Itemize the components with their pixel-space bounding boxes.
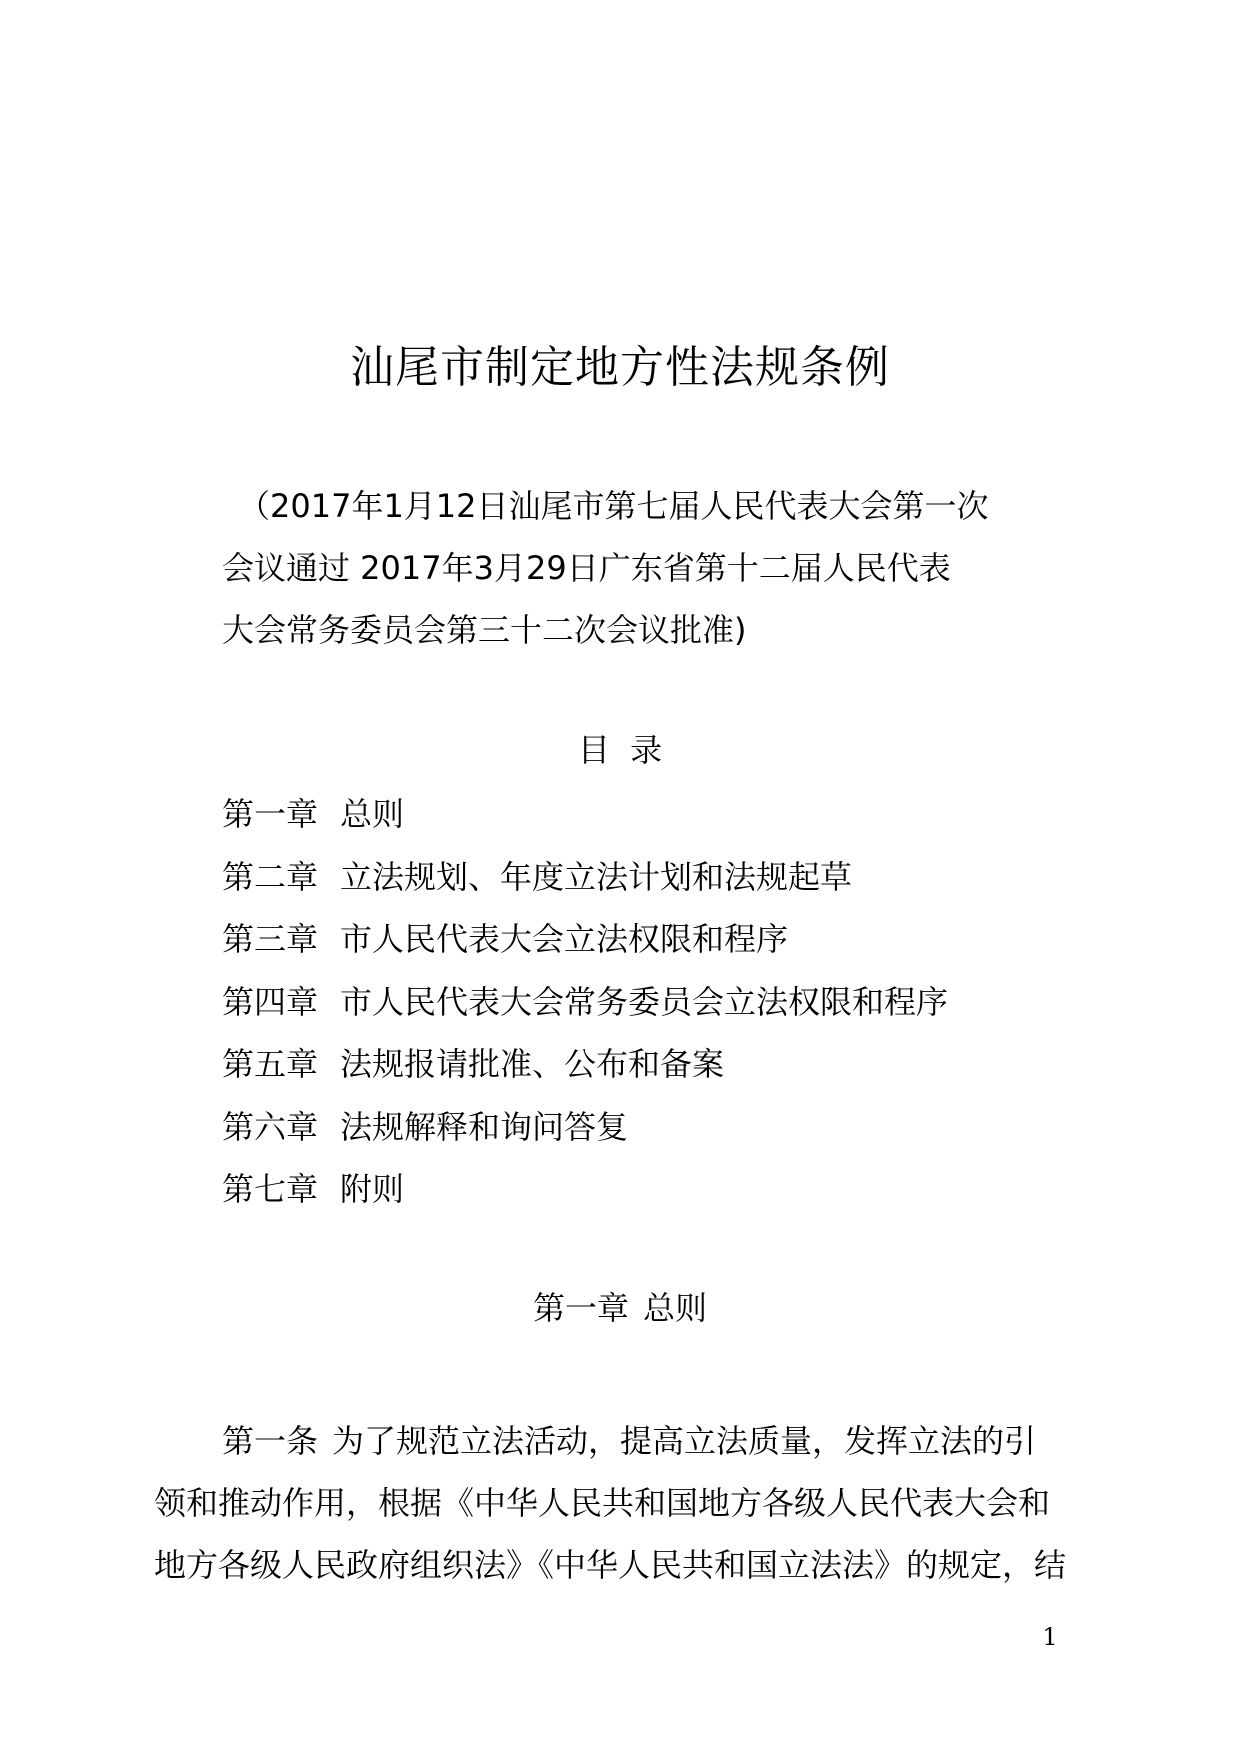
document-title: 汕尾市制定地方性法规条例 [350, 342, 890, 393]
article-line: 地方各级人民政府组织法》《中华人民共和国立法法》的规定，结 [154, 1546, 1067, 1584]
article-line [222, 1410, 1066, 1472]
toc-chapter-title: 市人民代表大会常务委员会立法权限和程序 [340, 982, 949, 1021]
toc-chapter-title: 法规报请批准、公布和备案 [340, 1045, 725, 1083]
chapter-heading-label: 第一章 [532, 1289, 629, 1327]
toc-chapter-label: 第三章 [222, 920, 319, 958]
toc-chapter-title: 总则 [340, 795, 405, 833]
toc-chapter-label: 第一章 [222, 795, 319, 833]
toc-chapter-title: 立法规划、年度立法计划和法规起草 [340, 857, 853, 896]
legislative-note-line: 会议通过 2017年3月29日广东省第十二届人民代表 [222, 549, 951, 587]
toc-chapter-label: 第七章 [222, 1170, 319, 1208]
toc-item-chapter-3 [222, 908, 948, 971]
article-label: 第一条 [222, 1422, 319, 1460]
table-of-contents [222, 783, 948, 1221]
toc-chapter-label: 第六章 [222, 1107, 319, 1146]
toc-chapter-title: 法规解释和询问答复 [340, 1107, 629, 1146]
chapter-heading-title: 总则 [643, 1289, 708, 1327]
toc-item-chapter-2 [222, 846, 948, 909]
toc-item-chapter-4 [222, 971, 948, 1034]
toc-item-chapter-5 [222, 1033, 948, 1096]
toc-chapter-title: 市人民代表大会立法权限和程序 [340, 920, 789, 958]
legislative-note-line: （2017年1月12日汕尾市第七届人民代表大会第一次 [238, 487, 989, 525]
article-1 [154, 1410, 1066, 1596]
chapter-heading [0, 1283, 1240, 1333]
article-text: 为了规范立法活动，提高立法质量，发挥立法的引 [332, 1422, 1037, 1460]
toc-item-chapter-7 [222, 1158, 948, 1221]
toc-chapter-label: 第五章 [222, 1045, 319, 1083]
toc-chapter-label: 第二章 [222, 857, 319, 896]
table-of-contents-title: 目 录 [577, 731, 663, 769]
toc-chapter-title: 附则 [340, 1170, 405, 1208]
legislative-note [222, 475, 989, 661]
article-line: 领和推动作用，根据《中华人民共和国地方各级人民代表大会和 [154, 1484, 1051, 1522]
page-number: 1 [1042, 1623, 1058, 1651]
toc-item-chapter-6 [222, 1096, 948, 1159]
toc-chapter-label: 第四章 [222, 982, 319, 1021]
toc-item-chapter-1 [222, 783, 948, 846]
legislative-note-line: 大会常务委员会第三十二次会议批准) [222, 611, 747, 649]
